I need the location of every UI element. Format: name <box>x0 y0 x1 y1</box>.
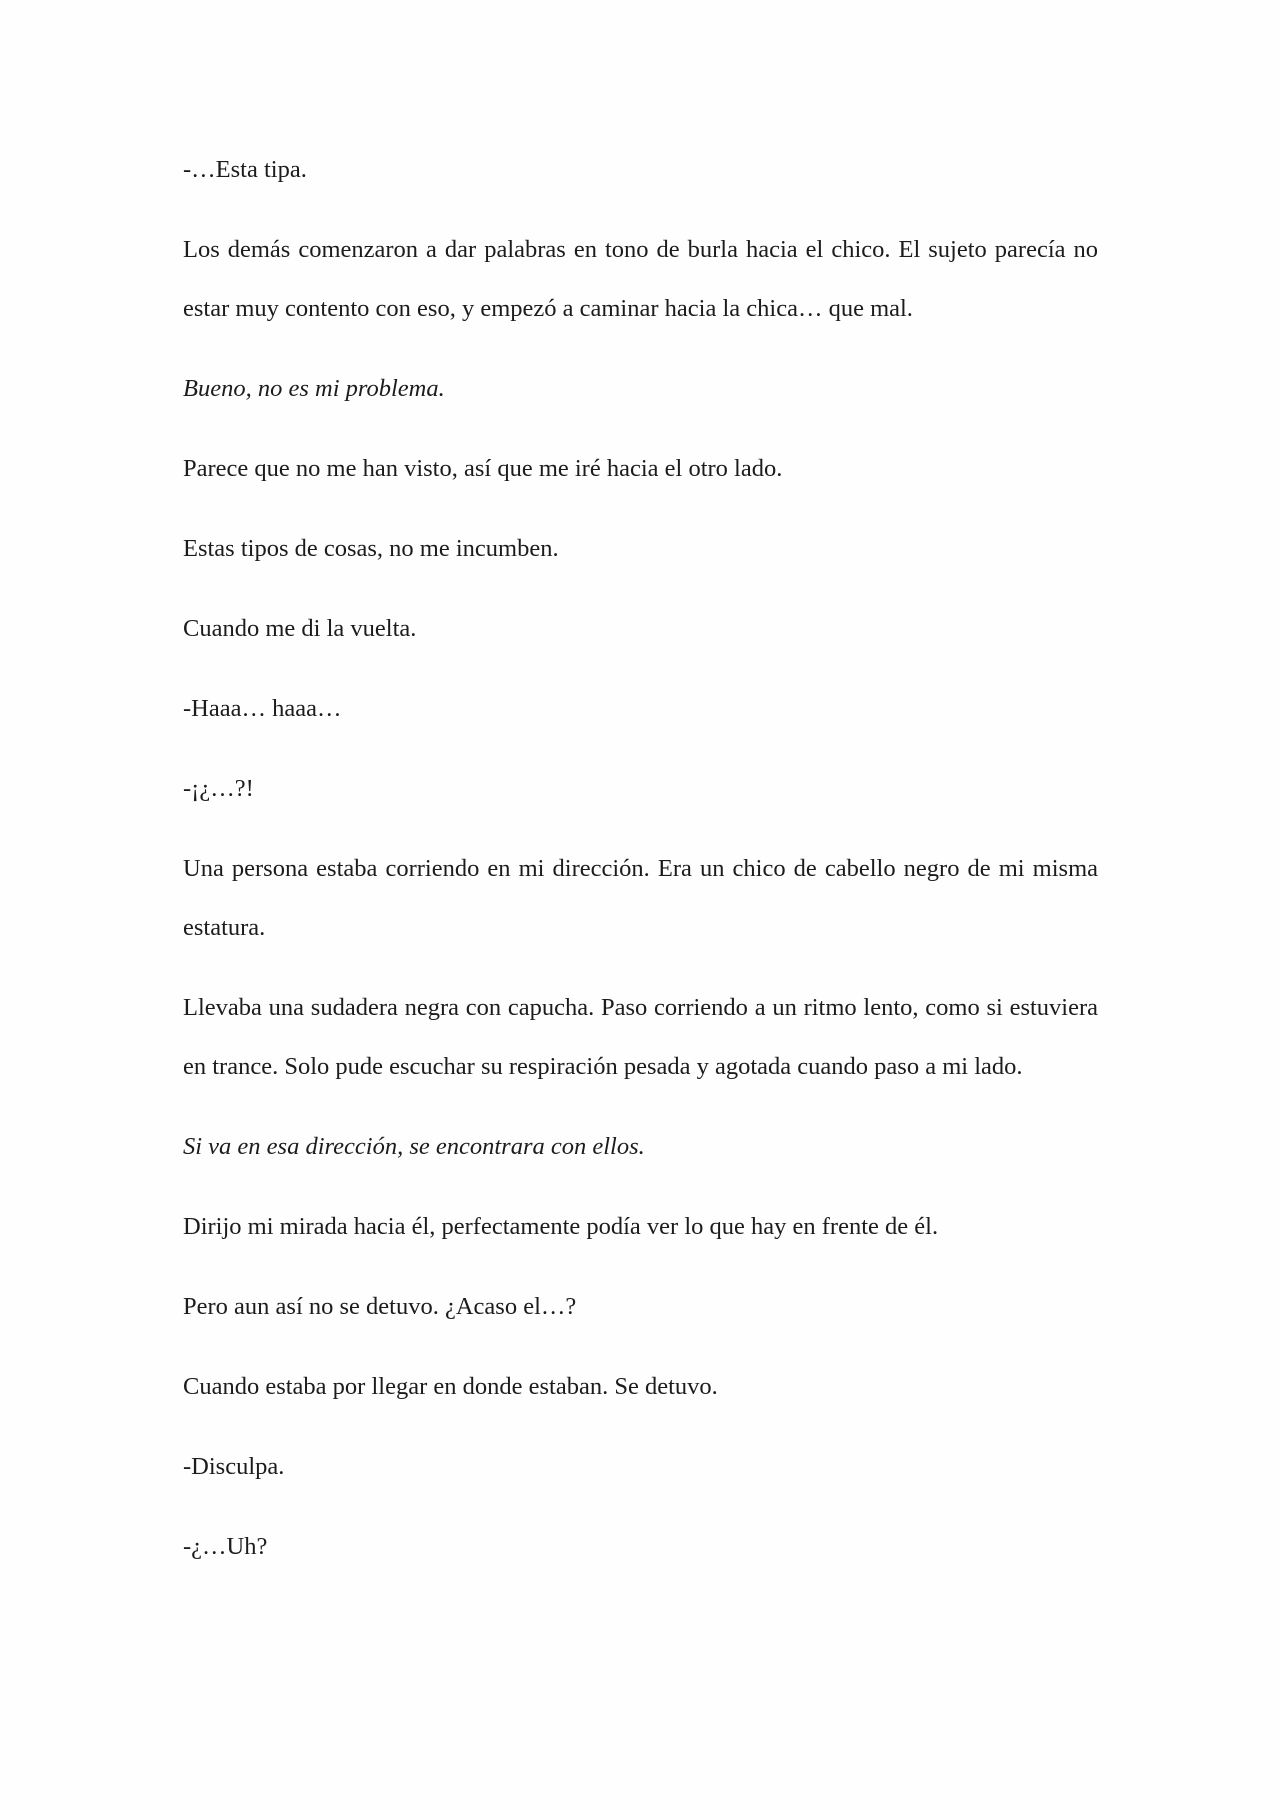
dialogue-line: -¿…Uh? <box>183 1533 268 1560</box>
paragraph: Llevaba una sudadera negra con capucha. Paso corriendo a un ritmo lento, como si estuviera en trance. Solo pude escuchar su respiración pesada y agotada cuando paso a mi lado. <box>183 994 1098 1080</box>
paragraph: Una persona estaba corriendo en mi dirección. Era un chico de cabello negro de mi misma estatura. <box>183 855 1098 941</box>
paragraph: Pero aun así no se detuvo. ¿Acaso el…? <box>183 1293 577 1320</box>
paragraph: Parece que no me han visto, así que me iré hacia el otro lado. <box>183 455 783 482</box>
dialogue-line: -¡¿…?! <box>183 775 254 802</box>
dialogue-line: -Disculpa. <box>183 1453 285 1480</box>
paragraph: -…Esta tipa. <box>183 156 307 183</box>
paragraph: Los demás comenzaron a dar palabras en tono de burla hacia el chico. El sujeto parecía no estar muy contento con eso, y empezó a caminar hacia la chica… que mal. <box>183 236 1098 322</box>
paragraph: Cuando me di la vuelta. <box>183 615 417 642</box>
italic-thought-paragraph: Bueno, no es mi problema. <box>183 375 445 402</box>
paragraph: Dirijo mi mirada hacia él, perfectamente podía ver lo que hay en frente de él. <box>183 1213 939 1240</box>
paragraph: Cuando estaba por llegar en donde estaban. Se detuvo. <box>183 1373 718 1400</box>
paragraph: Estas tipos de cosas, no me incumben. <box>183 535 559 562</box>
dialogue-line: -Haaa… haaa… <box>183 695 342 722</box>
text-body <box>183 140 1098 1597</box>
italic-thought-paragraph: Si va en esa dirección, se encontrara con ellos. <box>183 1133 645 1160</box>
